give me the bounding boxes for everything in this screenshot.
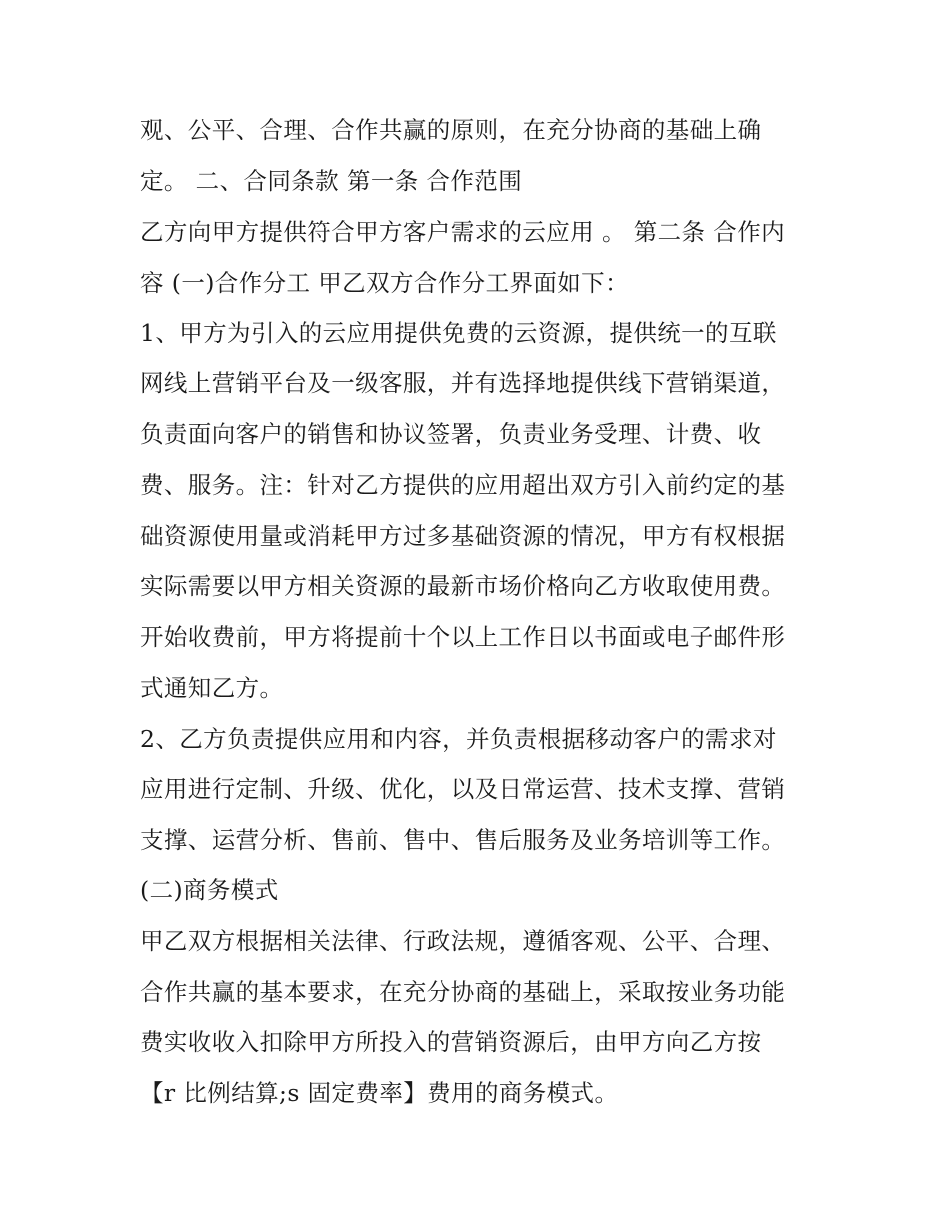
text-line: 观、公平、合理、合作共赢的原则，在充分协商的基础上确 [140, 116, 762, 144]
text-line: 应用进行定制、升级、优化，以及日常运营、技术支撑、营销 [140, 775, 786, 803]
text-line: 2、乙方负责提供应用和内容，并负责根据移动客户的需求对 [140, 725, 777, 753]
section-heading: (二)商务模式 [140, 876, 279, 904]
text-line: 负责面向客户的销售和协议签署，负责业务受理、计费、收 [140, 420, 762, 448]
text-line: 1、甲方为引入的云应用提供免费的云资源，提供统一的互联 [140, 319, 777, 347]
text-line: 础资源使用量或消耗甲方过多基础资源的情况，甲方有权根据 [140, 522, 786, 550]
text-line: 【r 比例结算;s 固定费率】费用的商务模式。 [140, 1079, 619, 1107]
text-line: 甲乙双方根据相关法律、行政法规，遵循客观、公平、合理、 [140, 927, 786, 955]
text-line: 定。 二、合同条款 第一条 合作范围 [140, 167, 523, 195]
text-line: 乙方向甲方提供符合甲方客户需求的云应用 。 第二条 合作内 [140, 218, 786, 246]
text-line: 开始收费前，甲方将提前十个以上工作日以书面或电子邮件形 [140, 623, 786, 651]
text-line: 实际需要以甲方相关资源的最新市场价格向乙方收取使用费。 [140, 572, 786, 600]
text-line: 费实收收入扣除甲方所投入的营销资源后，由甲方向乙方按 [140, 1028, 762, 1056]
text-line: 合作共赢的基本要求，在充分协商的基础上，采取按业务功能 [140, 978, 786, 1006]
text-line: 网线上营销平台及一级客服，并有选择地提供线下营销渠道， [140, 369, 786, 397]
text-line: 容 (一)合作分工 甲乙双方合作分工界面如下： [140, 269, 629, 297]
text-line: 式通知乙方。 [140, 674, 284, 702]
text-line: 费、服务。注：针对乙方提供的应用超出双方引入前约定的基 [140, 471, 786, 499]
text-line: 支撑、运营分析、售前、售中、售后服务及业务培训等工作。 [140, 826, 786, 854]
